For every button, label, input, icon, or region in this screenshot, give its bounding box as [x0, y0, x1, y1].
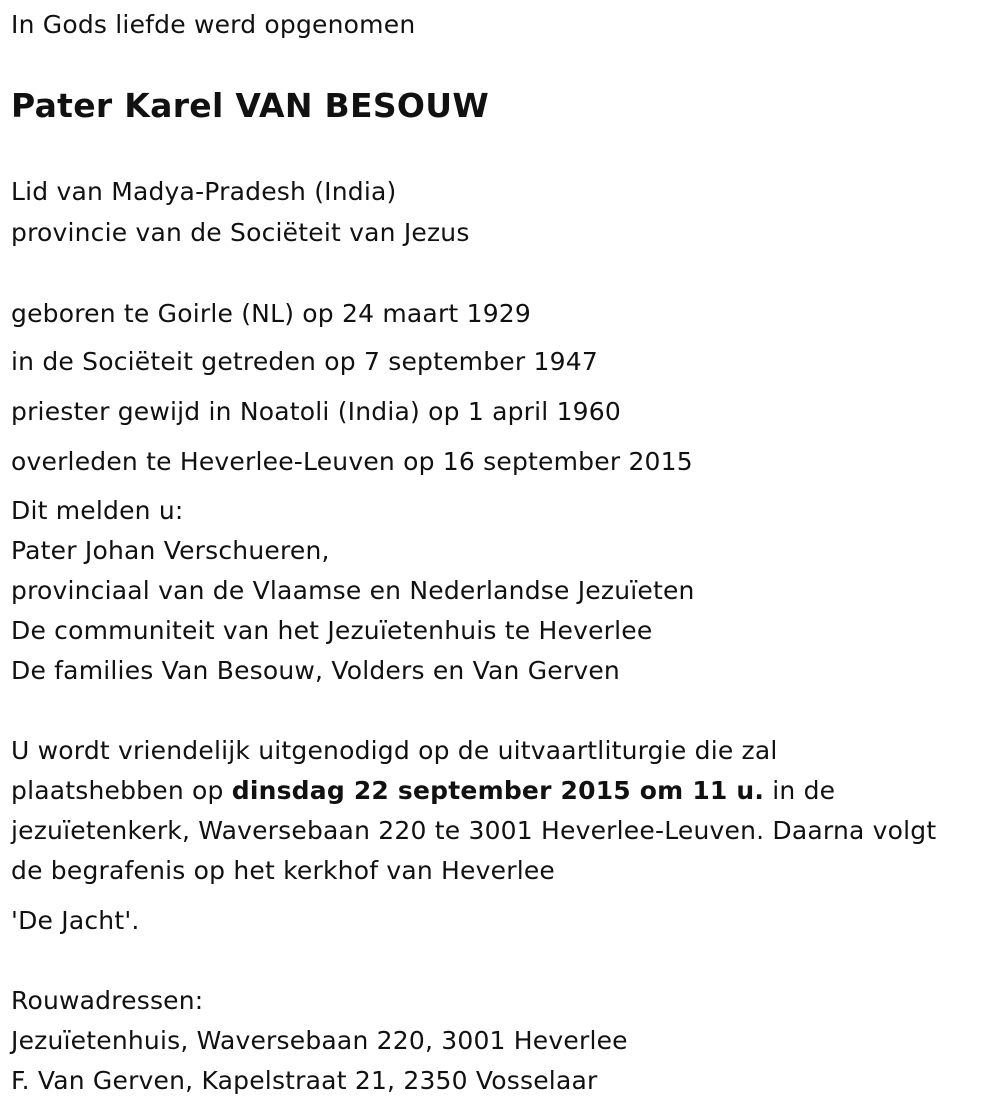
funeral-date-time: dinsdag 22 september 2015 om 11 u.: [231, 776, 765, 805]
address-line-1: Jezuïetenhuis, Waversebaan 220, 3001 Heverlee: [11, 1026, 628, 1055]
joined-society-info: in de Sociëteit getreden op 7 september 1947: [11, 347, 598, 376]
addresses-heading: Rouwadressen:: [11, 986, 204, 1015]
announcers-heading: Dit melden u:: [11, 496, 184, 525]
birth-info: geboren te Goirle (NL) op 24 maart 1929: [11, 299, 532, 328]
funeral-line-2-prefix: plaatshebben op: [11, 776, 232, 805]
announcer-line-2: provinciaal van de Vlaamse en Nederlandse Jezuïeten: [11, 576, 695, 605]
funeral-line-2-suffix: in de: [764, 776, 836, 805]
ordination-info: priester gewijd in Noatoli (India) op 1 april 1960: [11, 397, 621, 426]
funeral-line-5: 'De Jacht'.: [11, 906, 140, 935]
funeral-line-2: [11, 775, 835, 807]
membership-line-2: provincie van de Sociëteit van Jezus: [11, 218, 470, 247]
funeral-line-4: de begrafenis op het kerkhof van Heverlee: [11, 856, 556, 885]
intro-text: In Gods liefde werd opgenomen: [11, 10, 416, 39]
announcer-line-3: De communiteit van het Jezuïetenhuis te Heverlee: [11, 616, 653, 645]
address-line-2: F. Van Gerven, Kapelstraat 21, 2350 Vosselaar: [11, 1066, 598, 1095]
deceased-name: Pater Karel VAN BESOUW: [11, 86, 490, 125]
announcer-line-1: Pater Johan Verschueren,: [11, 536, 330, 565]
membership-line-1: Lid van Madya-Pradesh (India): [11, 177, 397, 206]
announcer-line-4: De families Van Besouw, Volders en Van Gerven: [11, 656, 620, 685]
funeral-line-1: U wordt vriendelijk uitgenodigd op de uitvaartliturgie die zal: [11, 736, 778, 765]
funeral-line-3: jezuïetenkerk, Waversebaan 220 te 3001 Heverlee-Leuven. Daarna volgt: [11, 816, 937, 845]
death-info: overleden te Heverlee-Leuven op 16 september 2015: [11, 447, 693, 476]
